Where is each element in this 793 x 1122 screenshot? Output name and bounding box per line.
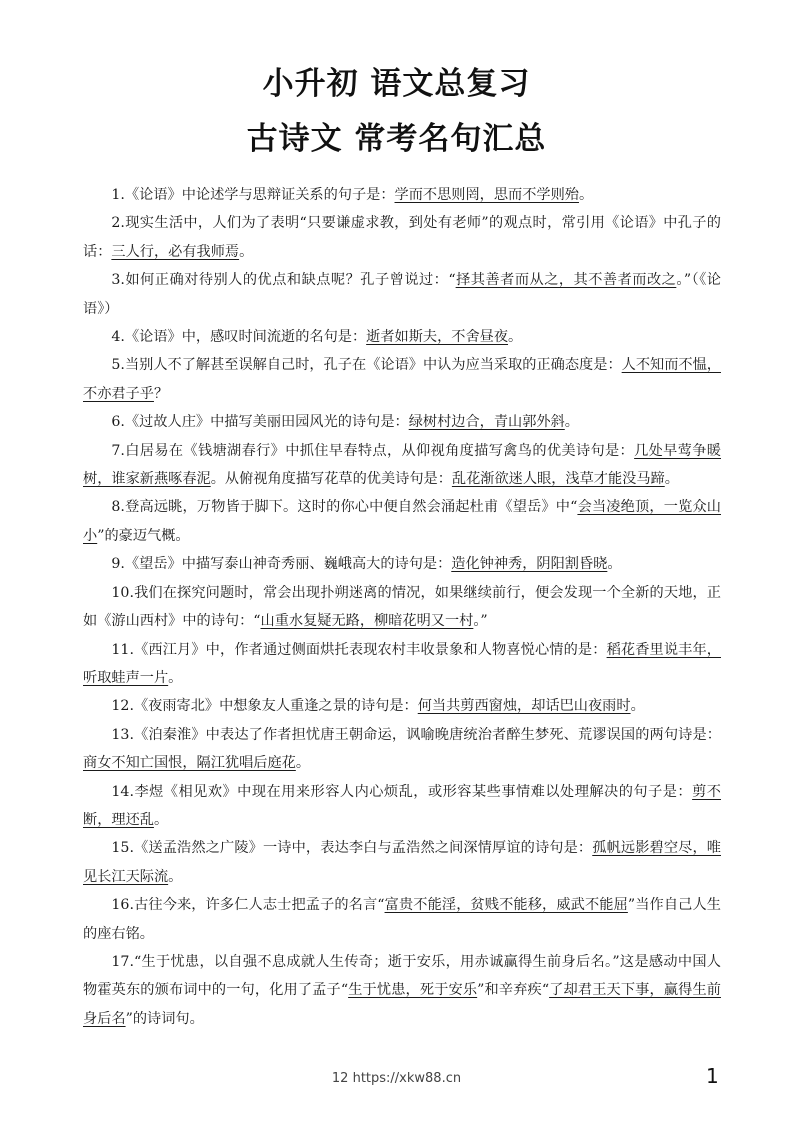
item-question: 《泊秦淮》中表达了作者担忧唐王朝命运，讽喻晚唐统治者醉生梦死、荒谬误国的两句诗是： — [133, 726, 721, 743]
quote-item — [83, 692, 721, 720]
page-number: 1 — [706, 1064, 719, 1088]
item-answer: 商女不知亡国恨，隔江犹唱后庭花 — [83, 755, 296, 772]
item-question: 古往今来，许多仁人志士把孟子的名言“ — [133, 897, 385, 914]
item-answer: 学而不思则罔，思而不学则殆 — [394, 187, 579, 203]
item-question: 《过故人庄》中描写美丽田园风光的诗句是： — [124, 414, 409, 431]
footer-source: 12 https://xkw88.cn — [331, 1071, 462, 1086]
quote-item — [83, 209, 721, 266]
item-question: “生于忧患，以自强不息成就人生传奇；逝于安乐，用赤诚赢得生前身后名。”这是感动中国人物霍英东的颁布词中的一句，化用了孟子“ — [83, 953, 721, 999]
quote-item — [83, 351, 721, 408]
item-text: 。”（《论语》） — [83, 272, 721, 317]
quote-item — [83, 834, 721, 891]
item-number: 4. — [111, 329, 125, 346]
item-number: 16. — [111, 897, 134, 914]
item-text: ”和辛弃疾“ — [477, 982, 550, 999]
document-title: 小升初 语文总复习 — [262, 66, 531, 102]
item-question: 当别人不了解甚至误解自己时，孔子在《论语》中认为应当采取的正确态度是： — [124, 357, 622, 374]
item-answer: 绿树村边合，青山郭外斜 — [408, 414, 565, 431]
item-number: 13. — [111, 726, 134, 743]
item-text: 。 — [664, 471, 679, 488]
quote-item — [83, 636, 721, 693]
item-answer: 择其善者而从之，其不善者而改之 — [455, 272, 677, 289]
quote-item — [83, 579, 721, 636]
item-text: 。 — [630, 698, 645, 715]
item-question: 现实生活中，人们为了表明“只要谦虚求教，到处有老师”的观点时，常引用《论语》中孔子的话： — [83, 215, 721, 260]
item-number: 5. — [111, 357, 125, 374]
item-text: 。 — [153, 811, 169, 828]
item-answer: 稻花香里说丰年，听取蛙声一片 — [83, 641, 721, 686]
item-question: 《西江月》中，作者通过侧面烘托表现农村丰收景象和人物喜悦心情的是： — [133, 641, 607, 658]
item-question: 《论语》中，感叹时间流逝的名句是： — [124, 329, 367, 346]
item-text: 。 — [168, 868, 183, 885]
quote-item — [83, 181, 721, 209]
item-answer: 人不知而不愠，不亦君子乎 — [83, 357, 721, 402]
item-text: 。” — [473, 613, 488, 630]
item-number: 7. — [111, 442, 125, 459]
item-answer: 逝者如斯夫，不舍昼夜 — [366, 329, 509, 346]
item-number: 10. — [111, 584, 134, 601]
item-text: 。 — [295, 755, 311, 772]
item-answer: 富贵不能淫，贫贱不能移，威武不能屈 — [384, 897, 628, 914]
item-text: 。 — [578, 187, 594, 203]
quote-item — [83, 948, 721, 1033]
item-answer: 几处早莺争暖树，谁家新燕啄春泥 — [83, 442, 721, 488]
quote-item — [83, 493, 721, 550]
item-answer: 造化钟神秀，阴阳割昏晓 — [451, 556, 608, 573]
item-number: 11. — [111, 641, 134, 658]
item-question: 《望岳》中描写泰山神奇秀丽、巍峨高大的诗句是： — [124, 556, 452, 573]
item-answer: 生于忧患，死于安乐 — [348, 982, 478, 999]
item-number: 6. — [111, 414, 125, 431]
quote-item — [83, 891, 721, 948]
quote-item — [83, 266, 721, 323]
item-question: 如何正确对待别人的优点和缺点呢？孔子曾说过：“ — [124, 272, 456, 289]
item-text: ？ — [153, 385, 169, 402]
item-question: 白居易在《钱塘湖春行》中抓住早春特点，从仰视角度描写禽鸟的优美诗句是： — [124, 442, 635, 459]
item-text: 。 — [564, 414, 579, 431]
item-question: 《夜雨寄北》中想象友人重逢之景的诗句是： — [133, 698, 418, 715]
item-text: 。 — [168, 669, 183, 686]
item-answer: 三人行，必有我师焉 — [111, 243, 240, 260]
item-answer: 乱花渐欲迷人眼，浅草才能没马蹄 — [451, 471, 665, 488]
item-answer: 山重水复疑无路，柳暗花明又一村 — [260, 613, 474, 630]
item-question: 登高远眺，万物皆于脚下。这时的你心中便自然会涌起杜甫《望岳》中“ — [124, 499, 578, 516]
item-number: 3. — [111, 272, 125, 289]
item-text: ”当作自己人生的座右铭。 — [83, 897, 721, 942]
item-answer: 剪不断，理还乱 — [83, 783, 721, 828]
item-text: ”的豪迈气概。 — [97, 527, 190, 544]
item-number: 1. — [111, 187, 125, 203]
item-question: 我们在探究问题时，常会出现扑朔迷离的情况，如果继续前行，便会发现一个全新的天地，正如《游山西村》中的诗句：“ — [83, 584, 721, 630]
quote-item — [83, 323, 721, 351]
item-answer: 会当凌绝顶，一览众山小 — [83, 499, 721, 544]
quote-item — [83, 550, 721, 578]
quote-list — [83, 181, 721, 1033]
item-number: 15. — [111, 840, 134, 857]
item-text: 。 — [508, 329, 523, 346]
item-question: 《送孟浩然之广陵》一诗中，表达李白与孟浩然之间深情厚谊的诗句是： — [133, 840, 593, 857]
item-text: 。从俯视角度描写花草的优美诗句是： — [210, 471, 452, 488]
item-number: 12. — [111, 698, 134, 715]
item-answer: 了却君王天下事，赢得生前身后名 — [83, 982, 721, 1027]
quote-item — [83, 721, 721, 778]
item-answer: 何当共剪西窗烛，却话巴山夜雨时 — [417, 698, 631, 715]
item-number: 2. — [111, 215, 125, 232]
quote-item — [83, 778, 721, 835]
item-number: 14. — [111, 783, 134, 800]
item-number: 17. — [111, 953, 134, 970]
item-question: 李煜《相见欢》中现在用来形容人内心烦乱，或形容某些事情难以处理解决的句子是： — [133, 783, 693, 800]
item-answer: 孤帆远影碧空尽，唯见长江天际流 — [83, 840, 721, 885]
item-number: 9. — [111, 556, 125, 573]
item-question: 《论语》中论述学与思辩证关系的句子是： — [124, 187, 395, 203]
item-text: 。 — [607, 556, 622, 573]
item-text: ”的诗词句。 — [125, 1010, 204, 1027]
item-text: 。 — [239, 243, 254, 260]
quote-item — [83, 437, 721, 494]
document-subtitle: 古诗文 常考名句汇总 — [246, 121, 547, 157]
item-number: 8. — [111, 499, 125, 516]
quote-item — [83, 408, 721, 436]
